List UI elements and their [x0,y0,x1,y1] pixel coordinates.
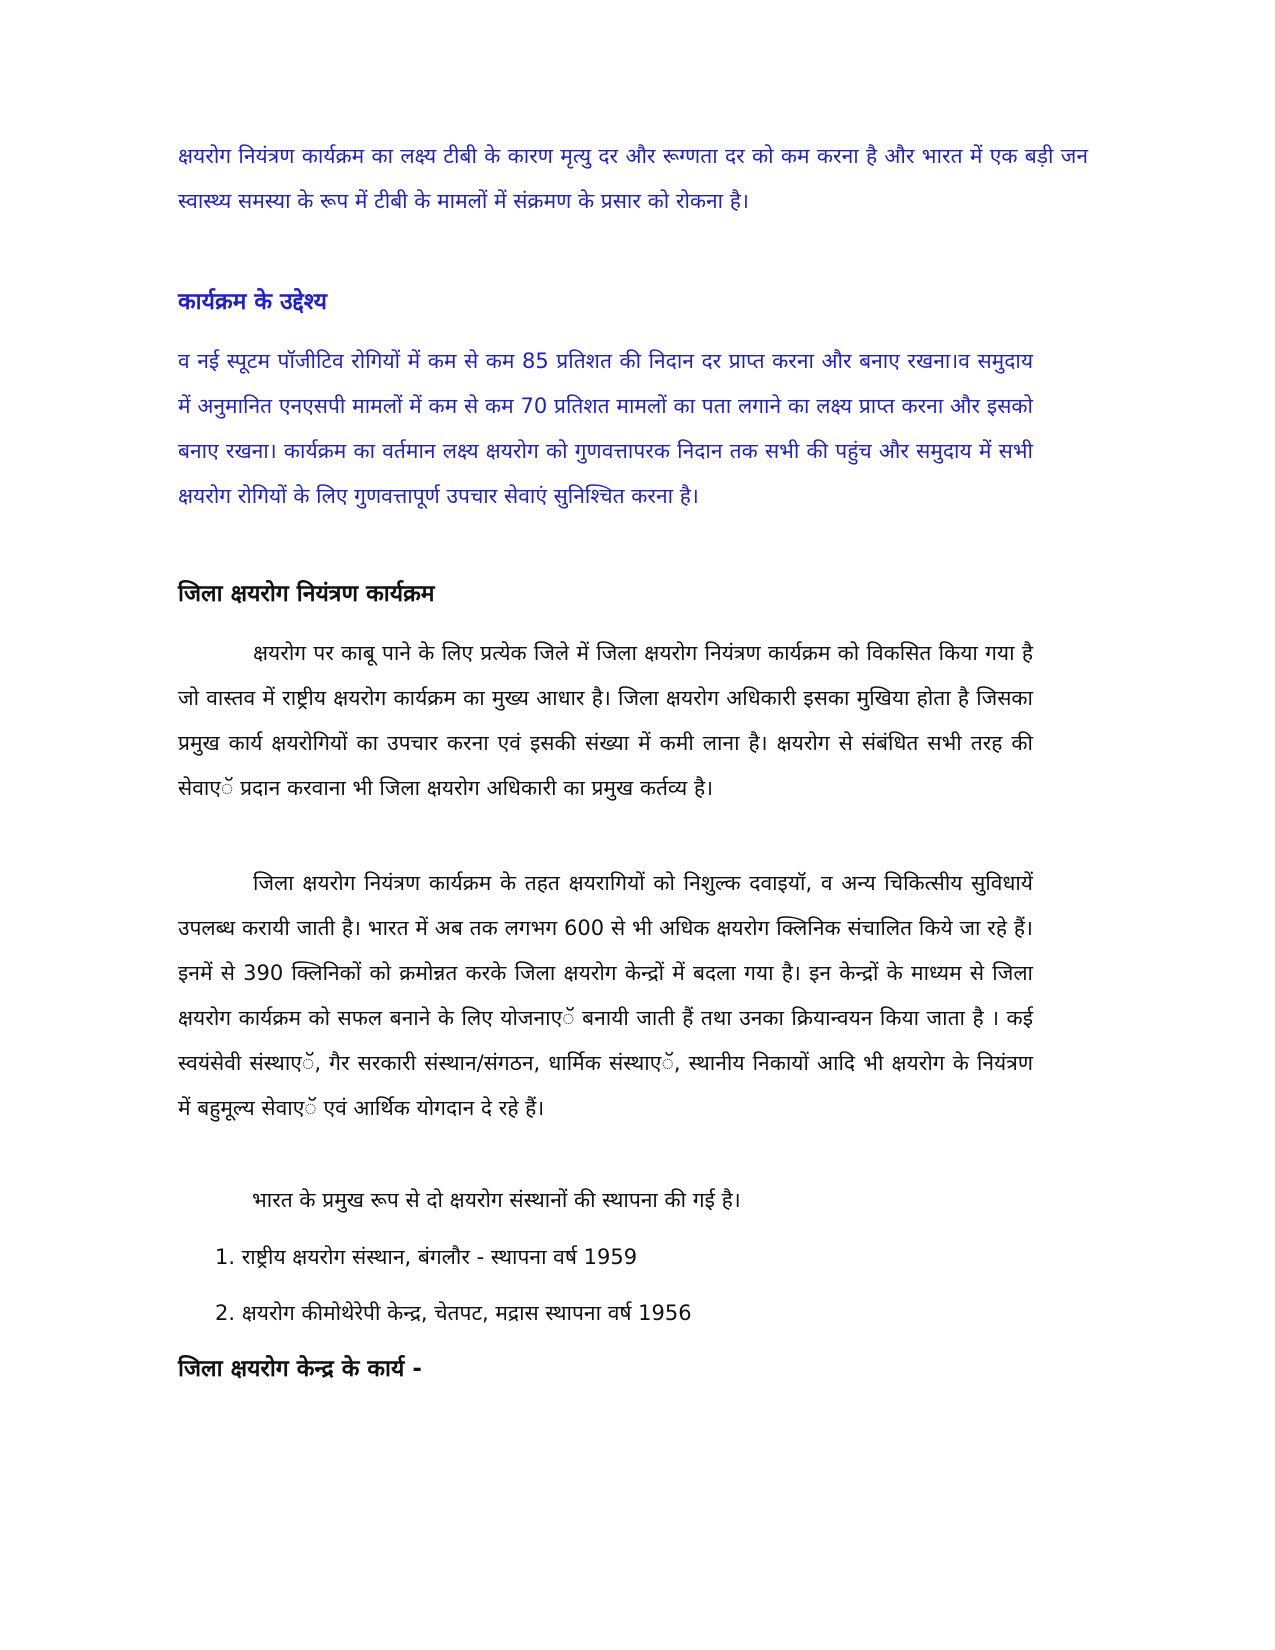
district-paragraph-1: क्षयरोग पर काबू पाने के लिए प्रत्येक जिले में जिला क्षयरोग नियंत्रण कार्यक्रम को विकसित किया गया है जो वास्तव में राष्ट्रीय क्षयरोग कार्यक्रम का मुख्य आधार है। जिला क्षयरोग अधिकारी इसका मुखिया होता है जिसका प्रमुख कार्य क्षयरोगियों का उपचार करना एवं इसकी संख्या में कमी लाना है। क्षयरोग से संबंधित सभी तरह की सेवाएॅ प्रदान करवाना भी जिला क्षयरोग अधिकारी का प्रमुख कर्तव्य है। [178,641,1033,800]
objectives-heading: कार्यक्रम के उद्देश्य [178,289,327,315]
list-item: 2. क्षयरोग कीमोथेरेपी केन्द्र, चेतपट, मद्रास स्थापना वर्ष 1956 [215,1301,692,1325]
institutions-intro: भारत के प्रमुख रूप से दो क्षयरोग संस्थानों की स्थापना की गई है। [252,1188,741,1212]
district-paragraph-2: जिला क्षयरोग नियंत्रण कार्यक्रम के तहत क्षयरागियों को निशुल्क दवाइयॉ, व अन्य चिकित्सीय सुविधायें उपलब्ध करायी जाती है। भारत में अब तक लगभग 600 से भी अधिक क्षयरोग क्लिनिक संचालित किये जा रहे हैं। इनमें से 390 क्लिनिकों को क्रमोन्नत करके जिला क्षयरोग केन्द्रों में बदला गया है। इन केन्द्रों के माध्यम से जिला क्षयरोग कार्यक्रम को सफल बनाने के लिए योजनाएॅ बनायी जाती हैं तथा उनका क्रियान्वयन किया जाता है । कई स्वयंसेवी संस्थाएॅ, गैर सरकारी संस्थान/संगठन, धार्मिक संस्थाएॅ, स्थानीय निकायों आदि भी क्षयरोग के नियंत्रण में बहुमूल्य सेवाएॅ एवं आर्थिक योगदान दे रहे हैं। [178,871,1033,1120]
district-program-heading: जिला क्षयरोग नियंत्रण कार्यक्रम [178,581,435,607]
intro-paragraph: क्षयरोग नियंत्रण कार्यक्रम का लक्ष्य टीबी के कारण मृत्यु दर और रूग्णता दर को कम करना है और भारत में एक बड़ी जन स्वास्थ्य समस्या के रूप में टीबी के मामलों में संक्रमण के प्रसार को रोकना है। [178,144,1088,213]
center-functions-heading: जिला क्षयरोग केन्द्र के कार्य - [178,1356,422,1382]
objectives-paragraph: व नई स्पूटम पॉजीटिव रोगियों में कम से कम 85 प्रतिशत की निदान दर प्राप्त करना और बनाए रखना।व समुदाय में अनुमानित एनएसपी मामलों में कम से कम 70 प्रतिशत मामलों का पता लगाने का लक्ष्य प्राप्त करना और इसको बनाए रखना। कार्यक्रम का वर्तमान लक्ष्य क्षयरोग को गुणवत्तापरक निदान तक सभी की पहुंच और समुदाय में सभी क्षयरोग रोगियों के लिए गुणवत्तापूर्ण उपचार सेवाएं सुनिश्चित करना है। [178,349,1033,508]
list-item: 1. राष्ट्रीय क्षयरोग संस्थान, बंगलौर - स्थापना वर्ष 1959 [215,1245,638,1269]
